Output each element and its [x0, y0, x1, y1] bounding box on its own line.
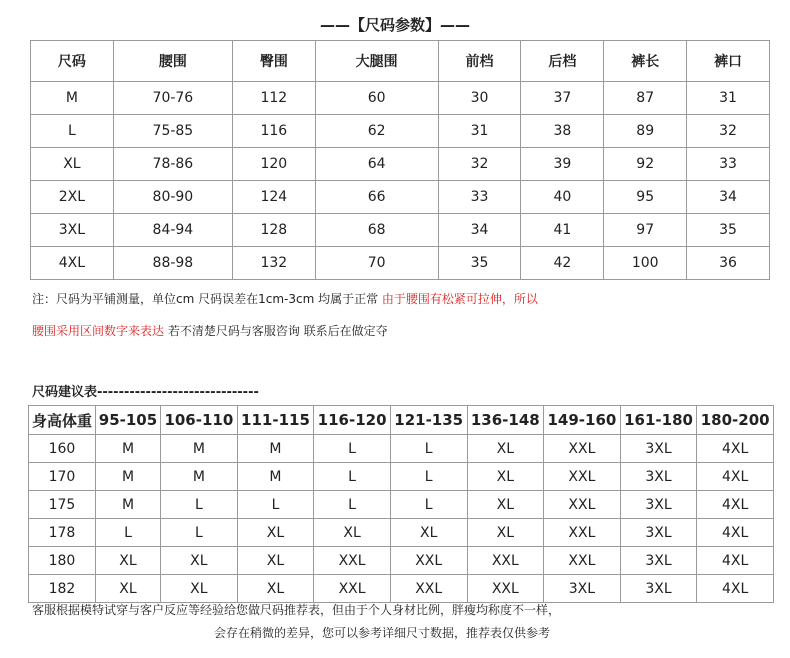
header-cell: 136-148	[467, 406, 544, 435]
table-cell: 112	[232, 82, 315, 115]
table-cell: 124	[232, 181, 315, 214]
table-cell: XXL	[314, 547, 391, 575]
header-cell: 116-120	[314, 406, 391, 435]
table-cell: 38	[521, 115, 604, 148]
table-cell: 3XL	[620, 435, 697, 463]
header-cell: 大腿围	[315, 41, 438, 82]
table-cell: 70-76	[113, 82, 232, 115]
table-cell: 70	[315, 247, 438, 280]
table-cell: XXL	[467, 547, 544, 575]
table-cell: 68	[315, 214, 438, 247]
header-cell: 臀围	[232, 41, 315, 82]
table-cell: 39	[521, 148, 604, 181]
table-cell: M	[161, 463, 238, 491]
header-cell: 180-200	[697, 406, 774, 435]
note-warning-text: 由于腰围有松紧可拉伸，所以	[381, 292, 538, 306]
table-cell: L	[237, 491, 314, 519]
table-cell: XL	[467, 519, 544, 547]
note-text: 若不清楚尺码与客服咨询 联系后在做定夺	[167, 324, 388, 338]
header-cell: 腰围	[113, 41, 232, 82]
table-cell: XL	[390, 519, 467, 547]
header-cell: 身高体重	[29, 406, 96, 435]
table-cell: 31	[438, 115, 521, 148]
table-cell: 4XL	[697, 491, 774, 519]
footer-line-2: 会存在稍微的差异，您可以参考详细尺寸数据，推荐表仅供参考	[214, 626, 551, 640]
table-cell: 89	[604, 115, 687, 148]
footer-line-1: 客服根据模特试穿与客户反应等经验给您做尺码推荐表，但由于个人身材比例，胖瘦均称度不一样，	[32, 603, 561, 617]
table-cell: XXL	[544, 463, 621, 491]
table-cell: L	[95, 519, 160, 547]
table-cell: XXL	[544, 519, 621, 547]
table-row	[29, 491, 774, 519]
table-cell: L	[161, 519, 238, 547]
table-cell: 80-90	[113, 181, 232, 214]
table-cell: XXL	[390, 547, 467, 575]
table-cell: M	[161, 435, 238, 463]
table-cell: 175	[29, 491, 96, 519]
table-row	[31, 82, 770, 115]
table-cell: 92	[604, 148, 687, 181]
table-cell: 182	[29, 575, 96, 603]
table-cell: 34	[687, 181, 770, 214]
table-cell: M	[31, 82, 114, 115]
table-cell: 75-85	[113, 115, 232, 148]
table-cell: 37	[521, 82, 604, 115]
table-cell: 160	[29, 435, 96, 463]
table-cell: M	[237, 463, 314, 491]
header-cell: 前档	[438, 41, 521, 82]
table-row	[31, 148, 770, 181]
table-cell: XXL	[544, 491, 621, 519]
table-cell: 4XL	[697, 547, 774, 575]
header-cell: 161-180	[620, 406, 697, 435]
table-cell: 35	[687, 214, 770, 247]
table-cell: 120	[232, 148, 315, 181]
table-cell: XL	[237, 575, 314, 603]
table-cell: 3XL	[31, 214, 114, 247]
table-cell: 132	[232, 247, 315, 280]
table-cell: L	[390, 491, 467, 519]
table-cell: M	[237, 435, 314, 463]
table-cell: 2XL	[31, 181, 114, 214]
table-header-row	[31, 41, 770, 82]
table-cell: 87	[604, 82, 687, 115]
table-cell: XL	[95, 575, 160, 603]
header-cell: 106-110	[161, 406, 238, 435]
table-cell: 178	[29, 519, 96, 547]
table-cell: XL	[467, 491, 544, 519]
table-row	[31, 214, 770, 247]
table-cell: L	[390, 435, 467, 463]
table-row	[31, 115, 770, 148]
table-cell: XL	[161, 547, 238, 575]
note-warning-text: 腰围采用区间数字来表达	[32, 324, 165, 338]
table-cell: 32	[687, 115, 770, 148]
table-cell: 78-86	[113, 148, 232, 181]
header-cell: 后档	[521, 41, 604, 82]
table-cell: L	[314, 463, 391, 491]
table-cell: XXL	[314, 575, 391, 603]
table-cell: XXL	[467, 575, 544, 603]
table-cell: XL	[467, 463, 544, 491]
table-cell: 3XL	[620, 491, 697, 519]
table-cell: 97	[604, 214, 687, 247]
table-cell: 35	[438, 247, 521, 280]
table-cell: 4XL	[697, 463, 774, 491]
table-cell: L	[390, 463, 467, 491]
table-row	[31, 181, 770, 214]
note-text: 注：尺码为平铺测量，单位cm 尺码误差在1cm-3cm 均属于正常	[32, 292, 379, 306]
header-cell: 149-160	[544, 406, 621, 435]
table-cell: 100	[604, 247, 687, 280]
table-row	[29, 547, 774, 575]
table-cell: 4XL	[697, 575, 774, 603]
table-cell: 3XL	[620, 575, 697, 603]
size-params-title: ——【尺码参数】——	[319, 16, 470, 34]
table-cell: 4XL	[31, 247, 114, 280]
table-cell: XL	[31, 148, 114, 181]
table-cell: 170	[29, 463, 96, 491]
table-cell: 33	[438, 181, 521, 214]
table-cell: 4XL	[697, 435, 774, 463]
table-row	[29, 435, 774, 463]
table-cell: XL	[237, 547, 314, 575]
table-row	[31, 247, 770, 280]
table-cell: 3XL	[620, 519, 697, 547]
table-cell: 64	[315, 148, 438, 181]
table-cell: XXL	[390, 575, 467, 603]
table-cell: 3XL	[620, 547, 697, 575]
header-cell: 裤长	[604, 41, 687, 82]
table-cell: 3XL	[544, 575, 621, 603]
table-cell: 32	[438, 148, 521, 181]
table-cell: XL	[314, 519, 391, 547]
table-cell: XXL	[544, 547, 621, 575]
note-line-2	[32, 322, 388, 339]
table-row	[29, 519, 774, 547]
table-cell: 3XL	[620, 463, 697, 491]
table-cell: M	[95, 435, 160, 463]
table-cell: 33	[687, 148, 770, 181]
table-cell: 128	[232, 214, 315, 247]
table-header-row	[29, 406, 774, 435]
size-recommend-table	[28, 405, 774, 603]
header-cell: 尺码	[31, 41, 114, 82]
table-cell: 180	[29, 547, 96, 575]
table-cell: 116	[232, 115, 315, 148]
table-cell: 4XL	[697, 519, 774, 547]
table-cell: 88-98	[113, 247, 232, 280]
header-cell: 95-105	[95, 406, 160, 435]
header-cell: 121-135	[390, 406, 467, 435]
table-cell: 42	[521, 247, 604, 280]
table-cell: 30	[438, 82, 521, 115]
header-cell: 裤口	[687, 41, 770, 82]
header-cell: 111-115	[237, 406, 314, 435]
table-cell: L	[314, 435, 391, 463]
table-cell: M	[95, 491, 160, 519]
table-cell: 66	[315, 181, 438, 214]
table-cell: XXL	[544, 435, 621, 463]
table-cell: 34	[438, 214, 521, 247]
table-cell: XL	[161, 575, 238, 603]
table-cell: 36	[687, 247, 770, 280]
table-row	[29, 575, 774, 603]
recommend-title: 尺码建议表------------------------------	[32, 385, 259, 400]
table-cell: XL	[95, 547, 160, 575]
table-cell: L	[161, 491, 238, 519]
size-params-table	[30, 40, 770, 280]
table-cell: L	[31, 115, 114, 148]
table-row	[29, 463, 774, 491]
table-cell: 31	[687, 82, 770, 115]
table-cell: 95	[604, 181, 687, 214]
table-cell: 41	[521, 214, 604, 247]
table-cell: L	[314, 491, 391, 519]
table-cell: M	[95, 463, 160, 491]
table-cell: 60	[315, 82, 438, 115]
table-cell: 62	[315, 115, 438, 148]
table-cell: XL	[467, 435, 544, 463]
table-cell: XL	[237, 519, 314, 547]
note-line-1	[32, 290, 538, 307]
table-cell: 84-94	[113, 214, 232, 247]
table-cell: 40	[521, 181, 604, 214]
